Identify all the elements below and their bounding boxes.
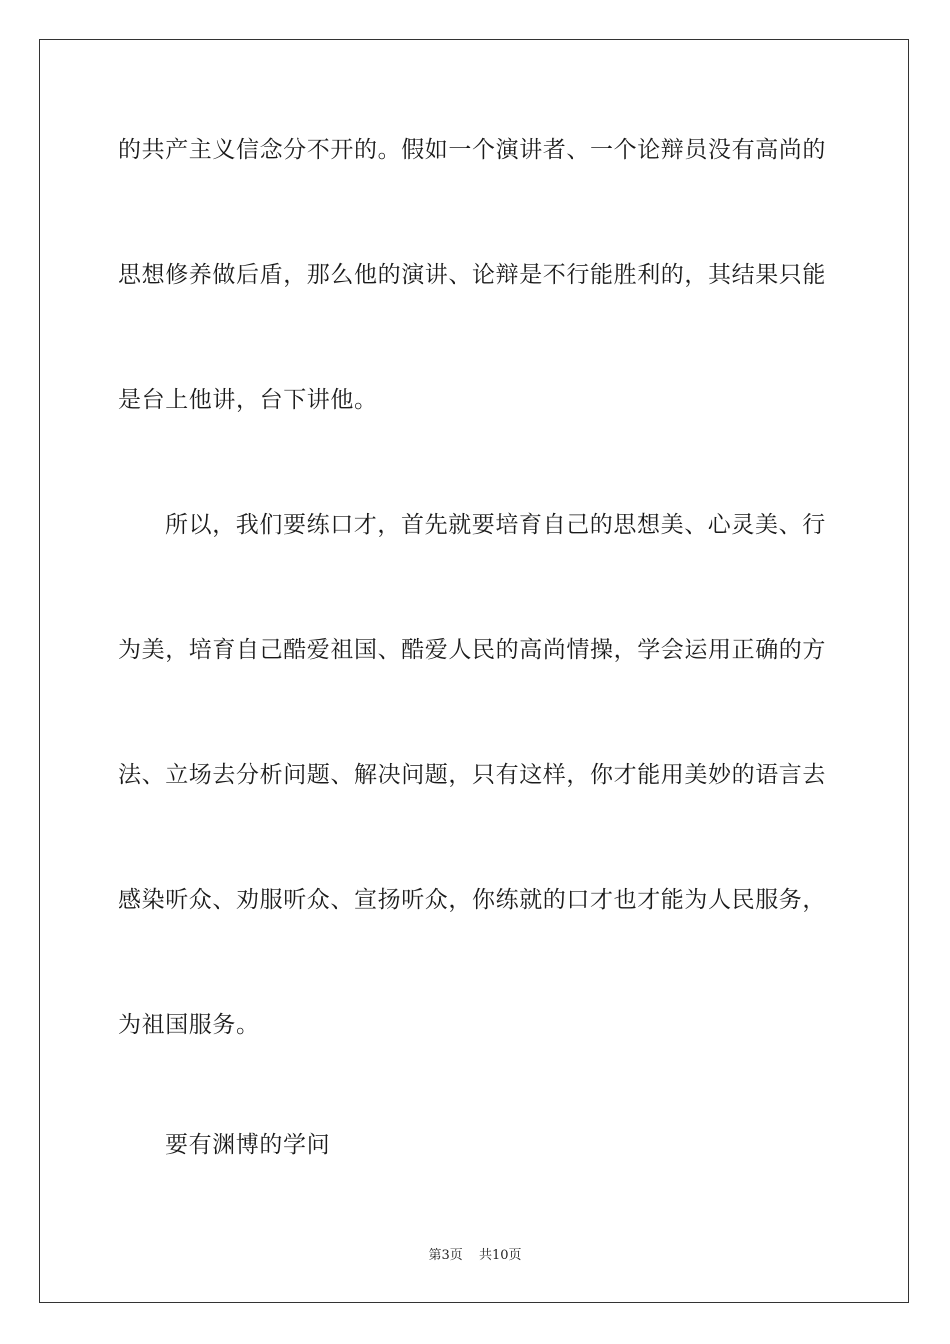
text-line: 感染听众、劝服听众、宣扬听众，你练就的口才也才能为人民服务， — [118, 887, 826, 913]
text-line: 是台上他讲，台下讲他。 — [118, 387, 378, 413]
paragraph-start-line: 所以，我们要练口才，首先就要培育自己的思想美、心灵美、行 — [165, 512, 826, 538]
page-number: 第3页 — [428, 1248, 463, 1263]
page-footer — [0, 1248, 950, 1264]
text-line: 思想修养做后盾，那么他的演讲、论辩是不行能胜利的，其结果只能 — [118, 262, 826, 288]
section-heading: 要有渊博的学问 — [165, 1132, 331, 1158]
text-line: 为祖国服务。 — [118, 1012, 260, 1038]
text-line: 法、立场去分析问题、解决问题，只有这样，你才能用美妙的语言去 — [118, 762, 826, 788]
text-line: 为美，培育自己酷爱祖国、酷爱人民的高尚情操，学会运用正确的方 — [118, 637, 826, 663]
text-line: 的共产主义信念分不开的。假如一个演讲者、一个论辩员没有高尚的 — [118, 137, 826, 163]
page-border — [39, 39, 909, 1303]
page-total: 共10页 — [478, 1248, 522, 1263]
